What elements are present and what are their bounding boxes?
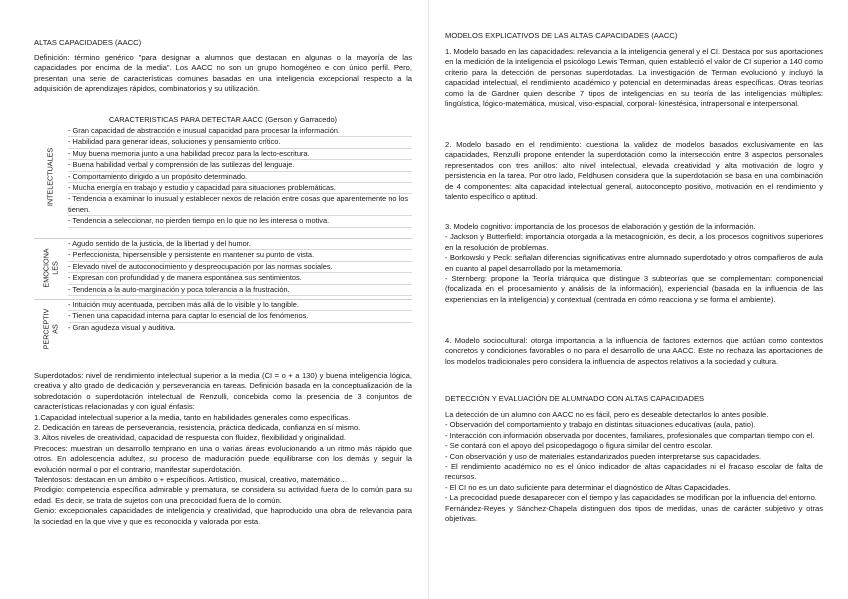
list-item: - Tendencia a seleccionar, no pierden tiempo en lo que no les interesa o motiva. [68,216,412,227]
list-item: - Agudo sentido de la justicia, de la libertad y del humor. [68,239,412,250]
table-group-perceptivas [34,300,412,358]
list-item: - Tendencia a la auto-marginación y poca tolerancia a la frustración. [68,285,412,296]
table-title: CARACTERISTICAS PARA DETECTAR AACC (Gerson y Garracedo) [108,115,338,124]
table-group-emocionales [34,239,412,296]
right-column [445,0,823,599]
list-item: - Gran capacidad de abstracción e inusual capacidad para procesar la información. [68,126,412,137]
group-items [68,239,412,296]
model-1-paragraph: 1. Modelo basado en las capacidades: relevancia a la inteligencia general y el CI. Destaca por sus aportaciones en la medición de la inteligencia el psicólogo Lewis Terman, quien estableció el valor de CI superior a 140 como criterio para la detección de personas superdotadas. La investigación de Terman evolucionó y incluyó la capacidad intelectual, el rendimiento académico y potencial en determinadas áreas específicas. Otras teorías como la de Gardner quien describe 7 tipos de inteligencias en su teoría de las inteligencias múltiples: lingüística, lógico-matemática, musical, viso-espacial, corporal- kinestésica, intrapersonal e interpersonal. [445,47,823,109]
types-section [34,371,412,527]
definition-paragraph: Definición: término genérico "para designar a alumnos que destacan en algunas o la mayoría de las capacidades por encima de la media". Los AACC no son un grupo homogéneo e con único perfil. Pero, presentan una serie de características comunes basadas en una inteligencia excepcional respecto a la adquisición de aprendizajes rápidos, combinatorios y su utilización. [34,53,412,94]
group-label: PERCEPTIV AS [41,308,59,350]
detection-title: DETECCIÓN Y EVALUACIÓN DE ALUMNADO CON ALTAS CAPACIDADES [445,394,705,403]
paragraph: 3. Altos niveles de creatividad, capacidad de respuesta con fluidez, flexibilidad y originalidad. [34,433,346,443]
list-item: - Comportamiento dirigido a un propósito determinado. [68,172,412,183]
list-item: - Buena habilidad verbal y comprensión de las sutilezas del lenguaje. [68,160,412,171]
list-item: - Mucha energía en trabajo y estudio y capacidad para situaciones problemáticas. [68,183,412,194]
model-4-paragraph: 4. Modelo sociocultural: otorga importancia a la influencia de factores externos que actúan como contextos concretos y condiciones favorables o no para el desarrollo de una AACC. Este no rechaza las aportaciones de los modelos tradicionales pero considera la influencia de aspectos relativos a la sociedad y cultura. [445,336,823,366]
list-item: - Expresan con profundidad y de manera espontánea sus sentimientos. [68,273,412,284]
paragraph: 1.Capacidad intelectual superior a la media, tanto en habilidades generales como específicas. [34,412,351,422]
left-title: ALTAS CAPACIDADES (AACC) [34,38,142,47]
model-2-paragraph: 2. Modelo basado en el rendimiento: cuestiona la validez de modelos basados exclusivamente en las capacidades, Renzulli propone entender la superdotación como la intersección entre 3 aspectos personales representados con tres anillos: alto nivel intelectual, elevada creatividad y alta motivación de logro y persistencia en la tarea. Por otro lado, Feldhusen considera que la superdotación se basa en una combinación de 4 componentes: alta capacidad intelectual general, autoconcepto positivo, motivación en el rendimiento y talento específico o aptitud. [445,140,823,202]
model-3-paragraph: 3. Modelo cognitivo: importancia de los procesos de elaboración y gestión de la información. - Jackson y Butterfield: importancia otorgada a la metacognición, es decir, a los procesos cognitivos superiores en la resolución de problemas. - Borkowski y Peck: señalan diferencias significativas entre alumnado superdotado y otros compañeros de aula en cuanto al papel desarrollado por la metamemoria. - Sternberg: propone la Teoría triárquica que distingue 3 subteorías que se complementan: componencial (focalizada en el procesamiento y análisis de la información), experiencial (basada en la influencia de las experiencias en la inteligencia) y contextual (centrada en cómo reacciona y se forma el ambiente). [445,222,823,304]
page-fold [428,0,429,599]
right-title: MODELOS EXPLICATIVOS DE LAS ALTAS CAPACIDADES (AACC) [445,31,678,40]
paragraph: Talentosos: destacan en un ámbito o + específicos. Artístico, musical, creativo, matemático… [34,475,348,485]
paragraph: Prodigio: competencia específica admirable y prematura, se considera su actividad fuera de lo común para su edad. Es decir, se trata de sujetos con una precocidad fuera de lo común. [34,485,412,505]
paragraph: 2. Dedicación en tareas de perseverancia, resistencia, práctica dedicada, confianza en sí mismo. [34,423,361,433]
list-item: - Intuición muy acentuada, perciben más allá de lo visible y lo tangible. [68,300,412,311]
list-item: - Tienen una capacidad interna para captar lo esencial de los fenómenos. [68,311,412,322]
list-item: - Muy buena memoria junto a una habilidad precoz para la lecto-escritura. [68,149,412,160]
group-label: INTELECTUALES [45,147,55,206]
paragraph: Precoces: muestran un desarrollo temprano en una o varias áreas evolucionando a un ritmo más rápido que otros. En adolescencia adultez, su proceso de maduración puede equilibrarse con los demás y seguir la evolución normal o por el contrario, manifestar superdotación. [34,443,412,474]
list-item: - Perfeccionista, hipersensible y persistente en mantener su punto de vista. [68,250,412,261]
left-column [34,0,412,599]
group-items [68,126,412,228]
list-item: - Gran agudeza visual y auditiva. [68,322,176,332]
list-item: - Habilidad para generar ideas, soluciones y pensamiento crítico. [68,137,412,148]
group-items [68,300,412,358]
paragraph: Superdotados: nivel de rendimiento intelectual superior a la media (CI = o + a 130) y buena inteligencia lógica, creativa y alto grado de dedicación y perseverancia en tareas. Definición basada en la conceptualización de la sobredotación o superdotación intelectual de Renzulli, concebida como la presencia de 3 conjuntos de características relacionadas y con igual énfasis: [34,371,412,412]
paragraph: Genio: excepcionales capacidades de inteligencia y creatividad, que haproducido una obra de relevancia para la sociedad en la que vive y que es reconocida y valorada por esta. [34,506,412,526]
group-label: EMOCIONA LES [41,247,59,288]
list-item: - Tendencia a examinar lo inusual y establecer nexos de relación entre cosas que aparentemente no los tienen. [68,194,412,216]
table-group-intelectuales [34,126,412,228]
list-item: - Elevado nivel de autoconocimiento y despreocupación por las normas sociales. [68,262,412,273]
detection-paragraph: La detección de un alumno con AACC no es fácil, pero es deseable detectarlos lo antes posible. - Observación del comportamiento y trabajo en distintas situaciones educativas (aula, patio). - Interacción con información observada por docentes, familiares, profesionales que compartan tiempo con el. - Se contará con el apoyo del psicopedagogo o figura similar del centro escolar. - Con observación y uso de materiales estandarizados pueden interpretarse sus capacidades. - El rendimiento académico no es el único indicador de altas capacidades ni el fracaso escolar de falta de recursos. - El CI no es un dato suficiente para determinar el diagnóstico de Altas Capacidades. - La precocidad puede desaparecer con el tiempo y las capacidades se modifican por la influencia del entorno. Fernández-Reyes y Sánchez-Chapela distinguen dos tipos de medidas, unas de carácter subjetivo y otras objetivas. [445,410,823,524]
